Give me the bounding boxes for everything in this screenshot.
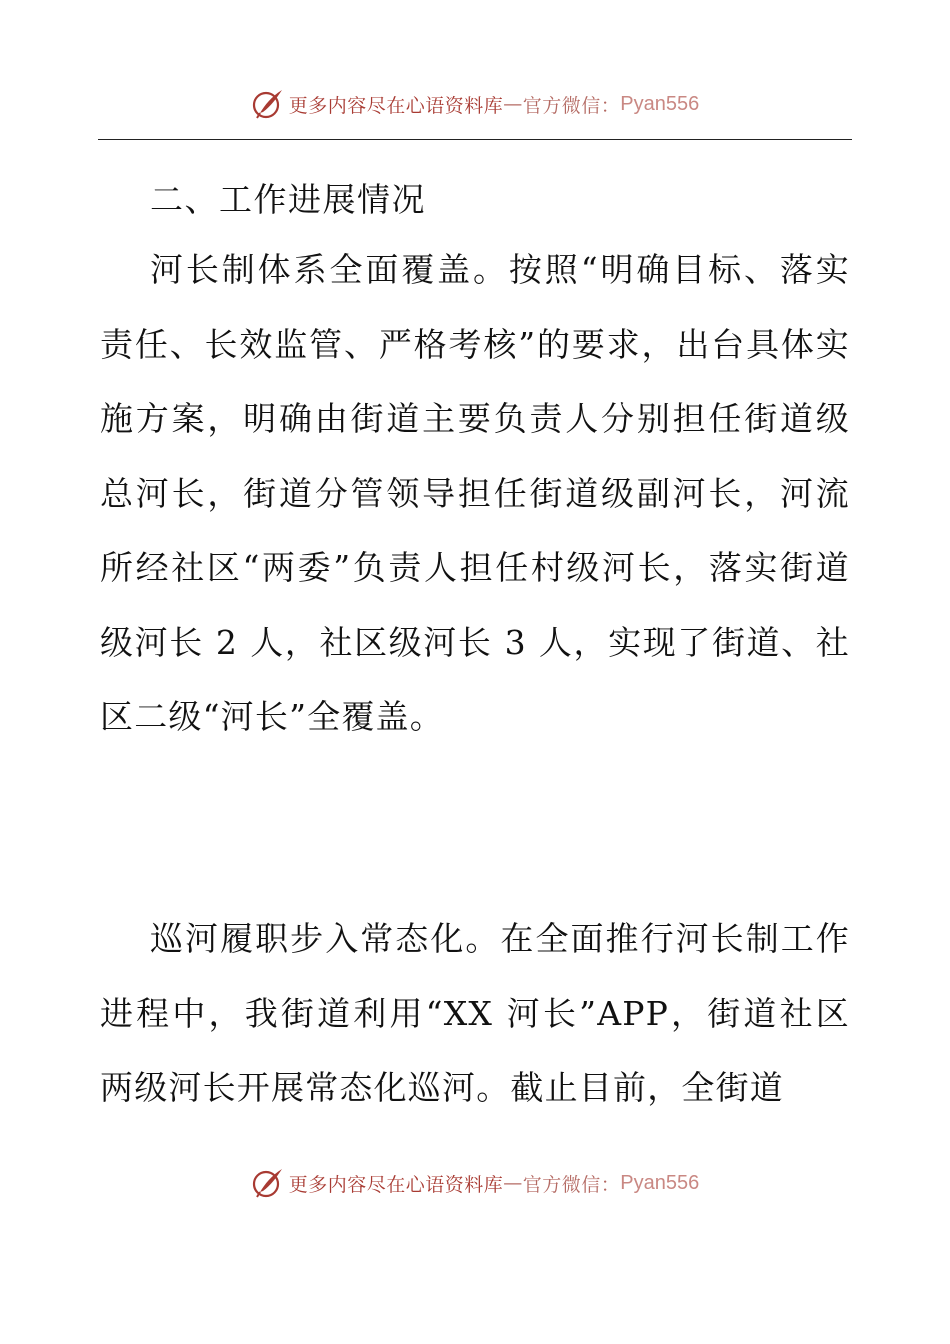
footer-banner bbox=[0, 1163, 950, 1203]
paragraph-river-chief-coverage: 河长制体系全面覆盖。按照“明确目标、落实责任、长效监管、严格考核”的要求，出台具体实施方案，明确由街道主要负责人分别担任街道级总河长，街道分管领导担任街道级副河长，河流所经社区“两委”负责人担任村级河长，落实街道级河长 2 人，社区级河长 3 人，实现了街道、社区二级“河长”全覆盖。 bbox=[100, 250, 850, 736]
header-banner bbox=[0, 84, 950, 124]
banner-library-text: 更多内容尽在心语资料库 bbox=[288, 1173, 504, 1196]
banner-wechat-id: Pyan556 bbox=[620, 92, 700, 115]
banner-library-text: 更多内容尽在心语资料库 bbox=[288, 94, 504, 117]
paragraph-river-patrol: 巡河履职步入常态化。在全面推行河长制工作进程中，我街道利用“XX 河长”APP，街道社区两级河长开展常态化巡河。截止目前，全街道 bbox=[100, 919, 850, 1107]
banner-wechat-label: 官方微信： bbox=[522, 94, 621, 117]
header-divider bbox=[98, 139, 852, 140]
section-heading: 二、工作进展情况 bbox=[150, 180, 426, 219]
quill-logo-icon bbox=[251, 1166, 285, 1200]
quill-logo-icon bbox=[251, 87, 285, 121]
banner-wechat-id: Pyan556 bbox=[620, 1171, 700, 1194]
banner-dash: — bbox=[503, 1172, 523, 1194]
banner-dash: — bbox=[503, 93, 523, 115]
banner-wechat-label: 官方微信： bbox=[522, 1173, 621, 1196]
